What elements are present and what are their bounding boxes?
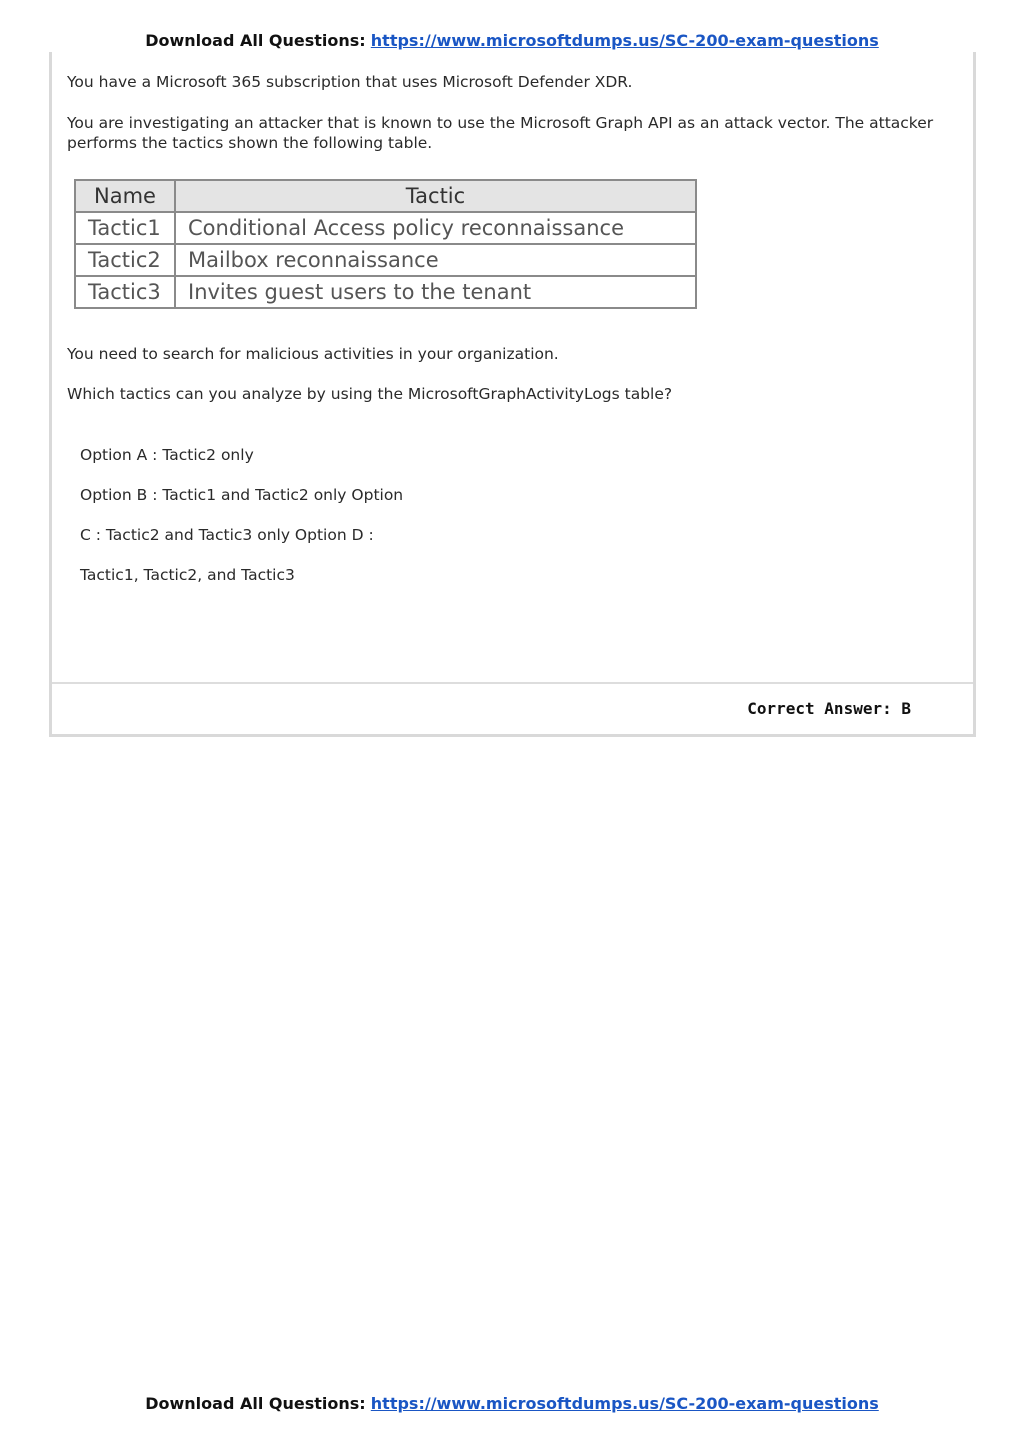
download-link[interactable]: https://www.microsoftdumps.us/SC-200-exam-questions (370, 1394, 879, 1413)
question-paragraph: You need to search for malicious activities in your organization. (67, 345, 559, 363)
question-paragraph: You have a Microsoft 365 subscription that uses Microsoft Defender XDR. (67, 73, 633, 91)
table-header-tactic: Tactic (175, 180, 696, 212)
option-line: Option A : Tactic2 only (80, 446, 254, 464)
answer-divider (52, 682, 973, 684)
table-row (75, 276, 696, 308)
table-row (75, 244, 696, 276)
table-cell-tactic: Conditional Access policy reconnaissance (175, 212, 696, 244)
table-header-row (75, 180, 696, 212)
question-prompt: Which tactics can you analyze by using the MicrosoftGraphActivityLogs table? (67, 385, 673, 403)
download-label: Download All Questions: (145, 1394, 366, 1413)
option-line: Option B : Tactic1 and Tactic2 only Option (80, 486, 404, 504)
table-cell-tactic: Mailbox reconnaissance (175, 244, 696, 276)
table-cell-tactic: Invites guest users to the tenant (175, 276, 696, 308)
download-label: Download All Questions: (145, 31, 366, 50)
download-banner-top (0, 31, 1024, 51)
table-header-name: Name (75, 180, 175, 212)
option-line: C : Tactic2 and Tactic3 only Option D : (80, 526, 374, 544)
tactics-table (74, 179, 697, 309)
correct-answer: Correct Answer: B (747, 699, 911, 718)
download-link[interactable]: https://www.microsoftdumps.us/SC-200-exam-questions (370, 31, 879, 50)
download-banner-bottom (0, 1394, 1024, 1414)
question-card (49, 52, 976, 737)
table-cell-name: Tactic3 (75, 276, 175, 308)
option-line: Tactic1, Tactic2, and Tactic3 (80, 566, 295, 584)
table-row (75, 212, 696, 244)
table-cell-name: Tactic2 (75, 244, 175, 276)
table-cell-name: Tactic1 (75, 212, 175, 244)
question-paragraph: You are investigating an attacker that is known to use the Microsoft Graph API as an attack vector. The attacker performs the tactics shown the following table. (67, 114, 934, 152)
